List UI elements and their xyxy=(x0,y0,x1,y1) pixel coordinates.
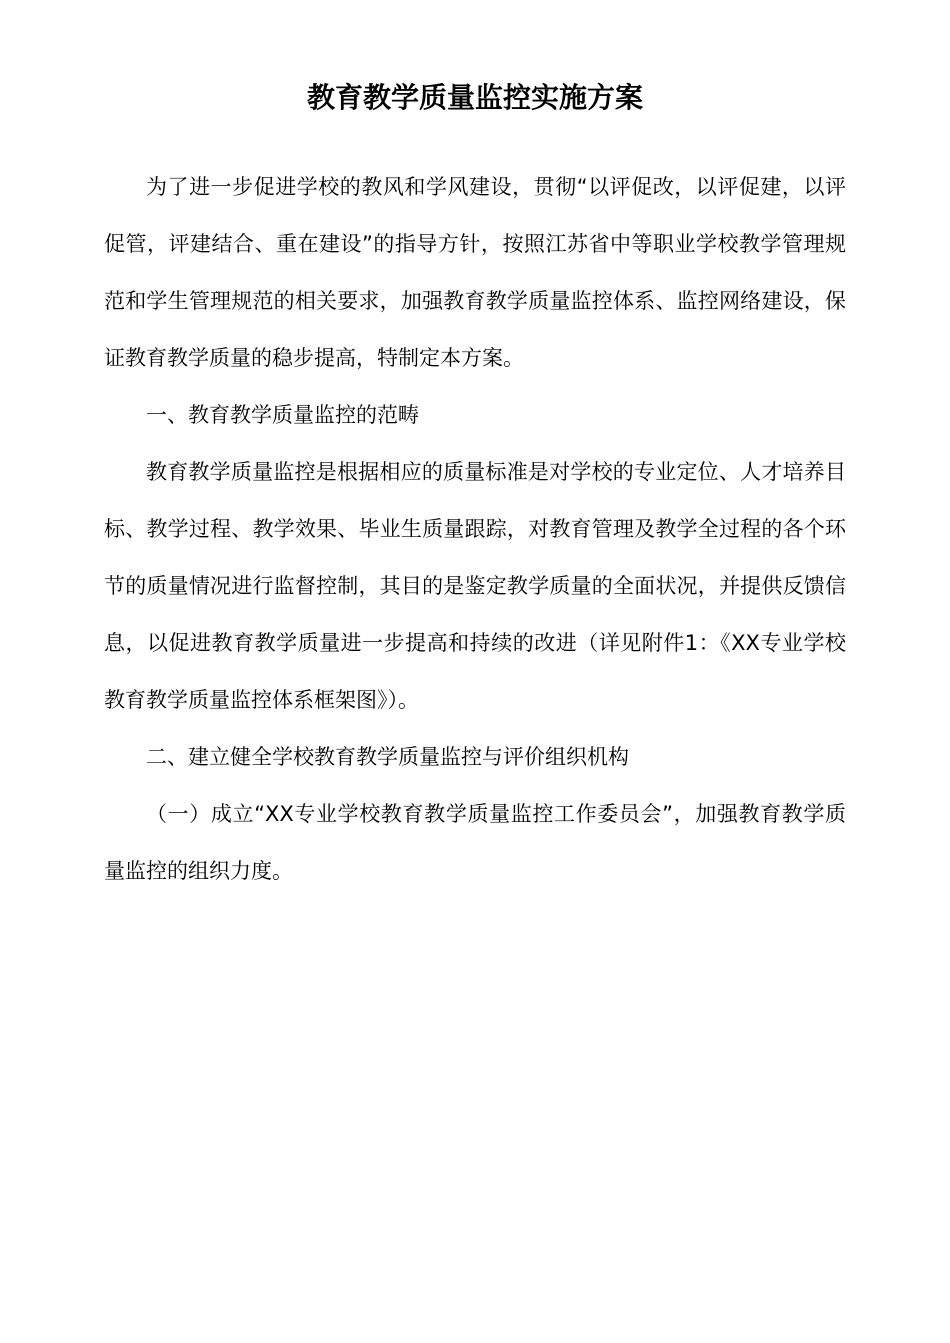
organization-paragraph: （一）成立“XX专业学校教育教学质量监控工作委员会”，加强教育教学质量监控的组织力度。 xyxy=(104,802,846,883)
document-title: 教育教学质量监控实施方案 xyxy=(306,81,643,114)
scope-paragraph: 教育教学质量监控是根据相应的质量标准是对学校的专业定位、人才培养目标、教学过程、教学效果、毕业生质量跟踪，对教育管理及教学全过程的各个环节的质量情况进行监督控制，其目的是鉴定教学质量的全面状况，并提供反馈信息，以促进教育教学质量进一步提高和持续的改进（详见附件1：《XX专业学校教育教学质量监控体系框架图》）。 xyxy=(104,460,846,712)
section-heading-organization: 二、建立健全学校教育教学质量监控与评价组织机构 xyxy=(146,745,629,769)
intro-paragraph: 为了进一步促进学校的教风和学风建设，贯彻“以评促改，以评促建，以评促管，评建结合、重在建设”的指导方针，按照江苏省中等职业学校教学管理规范和学生管理规范的相关要求，加强教育教学质量监控体系、监控网络建设，保证教育教学质量的稳步提高，特制定本方案。 xyxy=(104,175,846,370)
section-heading-scope: 一、教育教学质量监控的范畴 xyxy=(146,403,419,427)
document-body xyxy=(104,159,846,900)
